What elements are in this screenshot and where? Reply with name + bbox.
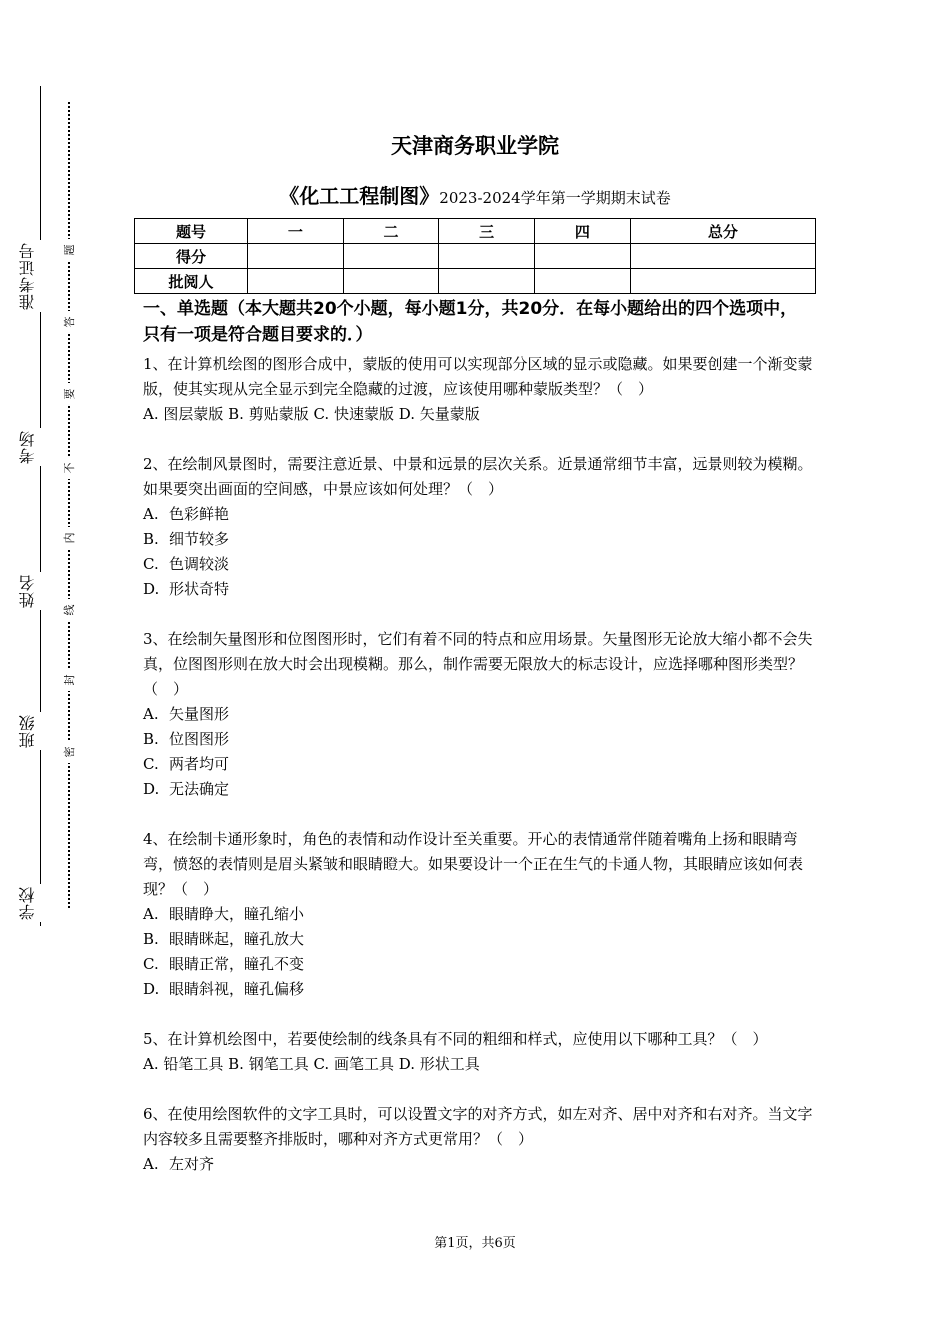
course-title: 《化工工程制图》	[279, 184, 440, 208]
option-a: A. 左对齐	[143, 1155, 215, 1173]
question-stem: 4、在绘制卡通形象时，角色的表情和动作设计至关重要。开心的表情通常伴随着嘴角上扬和眼睛弯弯，愤怒的表情则是眉头紧皱和眼睛瞪大。如果要设计一个正在生气的卡通人物，其眼睛应该如何表现？（ ）	[143, 830, 804, 898]
score-table-header-cell: 总分	[630, 219, 815, 244]
binding-solid-line	[40, 86, 41, 926]
score-cell	[630, 244, 815, 269]
question-stem: 2、在绘制风景图时，需要注意近景、中景和远景的层次关系。近景通常细节丰富，远景则较为模糊。如果要突出画面的空间感，中景应该如何处理？（ ）	[143, 455, 813, 498]
question-options: A. 图层蒙版 B. 剪贴蒙版 C. 快速蒙版 D. 矢量蒙版	[143, 405, 480, 423]
seal-char: 线	[61, 599, 77, 621]
field-label-exam-room: 考场	[16, 428, 56, 466]
score-table-header-row	[135, 219, 816, 244]
school-name: 天津商务职业学院	[391, 134, 559, 158]
score-cell	[439, 269, 535, 294]
score-cell	[535, 269, 631, 294]
page-footer: 第1页，共6页	[434, 1236, 516, 1251]
option-c: C. 眼睛正常，瞳孔不变	[143, 955, 305, 973]
seal-char: 答	[61, 311, 77, 333]
score-table-header-cell: 四	[535, 219, 631, 244]
option-a: A. 矢量图形	[143, 705, 230, 723]
option-c: C. 两者均可	[143, 755, 230, 773]
score-cell	[535, 244, 631, 269]
section-heading: 一、单选题（本大题共20个小题，每小题1分，共20分．在每小题给出的四个选项中，只有一项是符合题目要求的．）	[143, 299, 798, 345]
seal-char: 内	[61, 527, 77, 549]
option-a: A. 眼睛睁大，瞳孔缩小	[143, 905, 305, 923]
question-3	[143, 627, 813, 802]
option-b: B. 细节较多	[143, 530, 230, 548]
score-table-header-cell: 题号	[135, 219, 248, 244]
question-stem: 3、在绘制矢量图形和位图图形时，它们有着不同的特点和应用场景。矢量图形无论放大缩小都不会失真，位图图形则在放大时会出现模糊。那么，制作需要无限放大的标志设计，应选择哪种图形类型？（ ）	[143, 630, 813, 698]
score-cell	[343, 269, 439, 294]
field-label-name: 姓名	[16, 572, 56, 610]
score-table-header-cell: 一	[248, 219, 344, 244]
question-2	[143, 452, 813, 602]
option-b: B. 位图图形	[143, 730, 230, 748]
question-4	[143, 827, 813, 1002]
exam-title	[0, 180, 950, 209]
seal-char: 封	[61, 669, 77, 691]
score-cell	[630, 269, 815, 294]
score-table-header-cell: 三	[439, 219, 535, 244]
question-content	[143, 296, 813, 1202]
field-label-class: 班级	[16, 712, 56, 750]
field-label-school: 学校	[16, 884, 56, 922]
score-table-header-cell: 二	[343, 219, 439, 244]
score-row-label: 得分	[135, 244, 248, 269]
seal-char: 要	[61, 383, 77, 405]
option-d: D. 无法确定	[143, 780, 230, 798]
exam-subtitle: 2023-2024学年第一学期期末试卷	[439, 189, 671, 207]
score-cell	[248, 269, 344, 294]
score-cell	[439, 244, 535, 269]
option-a: A. 色彩鲜艳	[143, 505, 230, 523]
option-d: D. 眼睛斜视，瞳孔偏移	[143, 980, 305, 998]
question-stem: 5、在计算机绘图中，若要使绘制的线条具有不同的粗细和样式，应使用以下哪种工具？（ ）	[143, 1030, 768, 1048]
score-row-label: 批阅人	[135, 269, 248, 294]
score-table-row	[135, 269, 816, 294]
option-b: B. 眼睛眯起，瞳孔放大	[143, 930, 305, 948]
question-5	[143, 1027, 813, 1077]
binding-seal-line	[68, 102, 70, 908]
seal-char: 不	[61, 457, 77, 479]
score-cell	[343, 244, 439, 269]
option-c: C. 色调较淡	[143, 555, 230, 573]
question-1	[143, 352, 813, 427]
seal-char: 密	[61, 741, 77, 763]
score-table	[134, 218, 816, 294]
question-stem: 6、在使用绘图软件的文字工具时，可以设置文字的对齐方式，如左对齐、居中对齐和右对齐。当文字内容较多且需要整齐排版时，哪种对齐方式更常用？（ ）	[143, 1105, 813, 1148]
question-6	[143, 1102, 813, 1177]
score-cell	[248, 244, 344, 269]
seal-char: 题	[61, 239, 77, 261]
question-stem: 1、在计算机绘图的图形合成中，蒙版的使用可以实现部分区域的显示或隐藏。如果要创建一个渐变蒙版，使其实现从完全显示到完全隐藏的过渡，应该使用哪种蒙版类型？（ ）	[143, 355, 813, 398]
option-d: D. 形状奇特	[143, 580, 230, 598]
score-table-row	[135, 244, 816, 269]
question-options: A. 铅笔工具 B. 钢笔工具 C. 画笔工具 D. 形状工具	[143, 1055, 480, 1073]
field-label-exam-number: 准考证号	[16, 240, 56, 312]
